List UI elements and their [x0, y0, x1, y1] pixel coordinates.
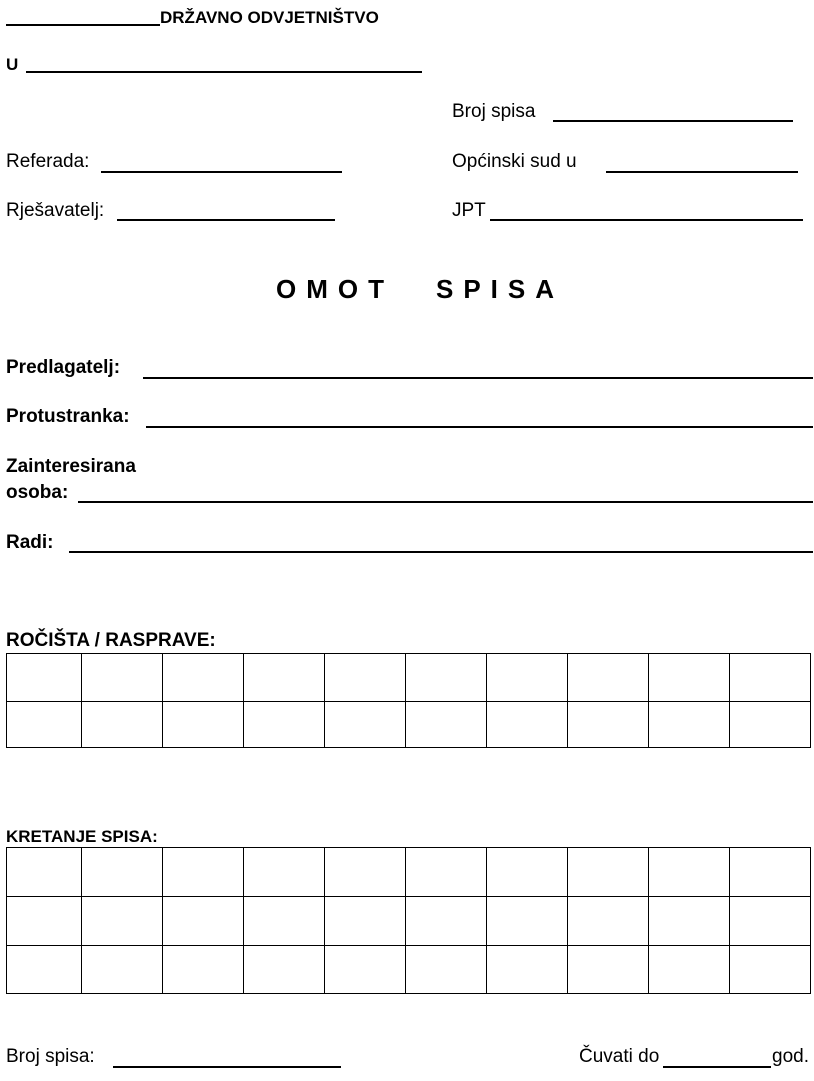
- file-movement-heading: KRETANJE SPISA:: [6, 827, 158, 846]
- file-movement-cell[interactable]: [7, 848, 82, 897]
- subject-label: Radi:: [6, 532, 54, 553]
- file-movement-cell[interactable]: [730, 848, 811, 897]
- file-movement-cell[interactable]: [730, 897, 811, 946]
- hearings-cell[interactable]: [163, 654, 244, 702]
- interested-person-label-line2: osoba:: [6, 482, 69, 503]
- handler-blank-line[interactable]: [117, 219, 335, 221]
- case-number-blank-line[interactable]: [553, 120, 793, 122]
- file-movement-cell[interactable]: [568, 946, 649, 994]
- location-blank-line[interactable]: [26, 71, 422, 73]
- hearings-cell[interactable]: [7, 702, 82, 748]
- file-movement-cell[interactable]: [244, 946, 325, 994]
- jpt-blank-line[interactable]: [490, 219, 803, 221]
- municipal-court-blank-line[interactable]: [606, 171, 798, 173]
- file-movement-row: [7, 897, 811, 946]
- department-label: Referada:: [6, 151, 90, 172]
- file-movement-cell[interactable]: [487, 848, 568, 897]
- department-blank-line[interactable]: [101, 171, 342, 173]
- file-movement-cell[interactable]: [406, 946, 487, 994]
- office-name: DRŽAVNO ODVJETNIŠTVO: [160, 8, 379, 27]
- file-movement-cell[interactable]: [163, 848, 244, 897]
- file-movement-cell[interactable]: [163, 897, 244, 946]
- hearings-cell[interactable]: [325, 654, 406, 702]
- title-spisa: SPISA: [436, 274, 565, 304]
- file-movement-cell[interactable]: [82, 848, 163, 897]
- file-movement-cell[interactable]: [82, 897, 163, 946]
- file-movement-cell[interactable]: [487, 897, 568, 946]
- title-omot: OMOT: [276, 274, 394, 304]
- hearings-cell[interactable]: [163, 702, 244, 748]
- proposer-blank-line[interactable]: [143, 377, 813, 379]
- hearings-cell[interactable]: [7, 654, 82, 702]
- hearings-cell[interactable]: [487, 654, 568, 702]
- hearings-cell[interactable]: [406, 654, 487, 702]
- file-movement-row: [7, 946, 811, 994]
- file-movement-cell[interactable]: [568, 897, 649, 946]
- interested-person-label-line1: Zainteresirana: [6, 456, 136, 477]
- file-movement-cell[interactable]: [487, 946, 568, 994]
- hearings-table: [6, 653, 811, 748]
- hearings-cell[interactable]: [649, 702, 730, 748]
- file-movement-cell[interactable]: [649, 897, 730, 946]
- file-movement-cell[interactable]: [325, 946, 406, 994]
- opposing-party-blank-line[interactable]: [146, 426, 813, 428]
- footer-case-number-label: Broj spisa:: [6, 1046, 95, 1067]
- hearings-cell[interactable]: [568, 654, 649, 702]
- hearings-cell[interactable]: [730, 702, 811, 748]
- keep-until-blank-line[interactable]: [663, 1066, 771, 1068]
- file-movement-cell[interactable]: [649, 946, 730, 994]
- file-movement-cell[interactable]: [730, 946, 811, 994]
- file-movement-cell[interactable]: [568, 848, 649, 897]
- hearings-cell[interactable]: [568, 702, 649, 748]
- hearings-cell[interactable]: [730, 654, 811, 702]
- file-movement-cell[interactable]: [244, 897, 325, 946]
- hearings-cell[interactable]: [244, 654, 325, 702]
- hearings-heading: ROČIŠTA / RASPRAVE:: [6, 630, 216, 651]
- file-movement-cell[interactable]: [7, 897, 82, 946]
- proposer-label: Predlagatelj:: [6, 357, 121, 378]
- file-movement-cell[interactable]: [82, 946, 163, 994]
- footer-case-number-blank-line[interactable]: [113, 1066, 341, 1068]
- file-movement-cell[interactable]: [406, 897, 487, 946]
- subject-blank-line[interactable]: [69, 551, 813, 553]
- hearings-cell[interactable]: [82, 702, 163, 748]
- file-movement-row: [7, 848, 811, 897]
- file-movement-cell[interactable]: [325, 897, 406, 946]
- file-movement-cell[interactable]: [649, 848, 730, 897]
- hearings-cell[interactable]: [487, 702, 568, 748]
- file-movement-cell[interactable]: [7, 946, 82, 994]
- hearings-cell[interactable]: [244, 702, 325, 748]
- file-movement-cell[interactable]: [325, 848, 406, 897]
- opposing-party-label: Protustranka:: [6, 406, 130, 427]
- location-prefix: U: [6, 55, 19, 74]
- municipal-court-label: Općinski sud u: [452, 151, 577, 172]
- jpt-label: JPT: [452, 200, 486, 221]
- year-suffix: god.: [772, 1046, 809, 1067]
- file-movement-cell[interactable]: [406, 848, 487, 897]
- office-blank-line[interactable]: [6, 24, 160, 26]
- hearings-cell[interactable]: [325, 702, 406, 748]
- hearings-cell[interactable]: [82, 654, 163, 702]
- file-movement-table: [6, 847, 811, 994]
- interested-person-blank-line[interactable]: [78, 501, 813, 503]
- hearings-row: [7, 654, 811, 702]
- hearings-cell[interactable]: [649, 654, 730, 702]
- keep-until-label: Čuvati do: [579, 1046, 660, 1067]
- case-number-label: Broj spisa: [452, 101, 536, 122]
- handler-label: Rješavatelj:: [6, 200, 105, 221]
- file-movement-cell[interactable]: [244, 848, 325, 897]
- hearings-cell[interactable]: [406, 702, 487, 748]
- file-movement-cell[interactable]: [163, 946, 244, 994]
- hearings-row: [7, 702, 811, 748]
